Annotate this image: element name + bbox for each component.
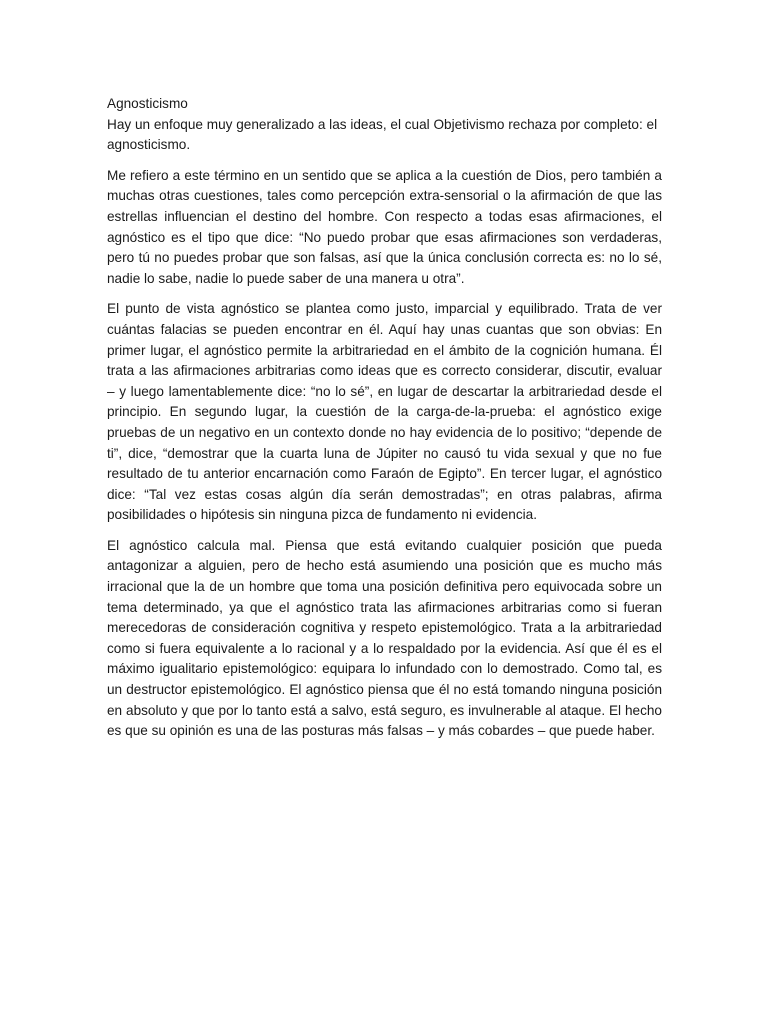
document-title: Agnosticismo [107,96,188,111]
document-page [107,94,662,752]
paragraph-2: Me refiero a este término en un sentido que se aplica a la cuestión de Dios, pero también a muchas otras cuestiones, tales como percepción extra-sensorial o la afirmación de que las estrellas influencian el destino del hombre. Con respecto a todas esas afirmaciones, el agnóstico es el tipo que dice: “No puedo probar que esas afirmaciones son verdaderas, pero tú no puedes probar que son falsas, así que la única conclusión correcta es: no lo sé, nadie lo sabe, nadie lo puede saber de una manera u otra”. [107,167,662,286]
paragraph-4: El agnóstico calcula mal. Piensa que está evitando cualquier posición que pueda antagonizar a alguien, pero de hecho está asumiendo una posición que es mucho más irracional que la de un hombre que toma una posición definitiva pero equivocada sobre un tema determinado, ya que el agnóstico trata las afirmaciones arbitrarias como si fueran merecedoras de consideración cognitiva y respeto epistemológico. Trata a la arbitrariedad como si fuera equivalente a lo racional y a lo respaldado por la evidencia. Así que él es el máximo igualitario epistemológico: equipara lo infundado con lo demostrado. Como tal, es un destructor epistemológico. El agnóstico piensa que él no está tomando ninguna posición en absoluto y que por lo tanto está a salvo, está seguro, es invulnerable al ataque. El hecho es que su opinión es una de las posturas más falsas – y más cobardes – que puede haber. [107,537,662,739]
paragraph-3: El punto de vista agnóstico se plantea como justo, imparcial y equilibrado. Trata de ver cuántas falacias se pueden encontrar en él. Aquí hay unas cuantas que son obvias: En primer lugar, el agnóstico permite la arbitrariedad en el ámbito de la cognición humana. Él trata a las afirmaciones arbitrarias como ideas que es correcto considerar, discutir, evaluar – y luego lamentablemente dice: “no lo sé”, en lugar de descartar la arbitrariedad desde el principio. En segundo lugar, la cuestión de la carga-de-la-prueba: el agnóstico exige pruebas de un negativo en un contexto donde no hay evidencia de lo positivo; “depende de ti”, dice, “demostrar que la cuarta luna de Júpiter no causó tu vida sexual y que no fue resultado de tu anterior encarnación como Faraón de Egipto”. En tercer lugar, el agnóstico dice: “Tal vez estas cosas algún día serán demostradas”; en otras palabras, afirma posibilidades o hipótesis sin ninguna pizca de fundamento ni evidencia. [107,301,662,523]
paragraph-1: Hay un enfoque muy generalizado a las ideas, el cual Objetivismo rechaza por completo: el agnosticismo. [107,116,658,153]
